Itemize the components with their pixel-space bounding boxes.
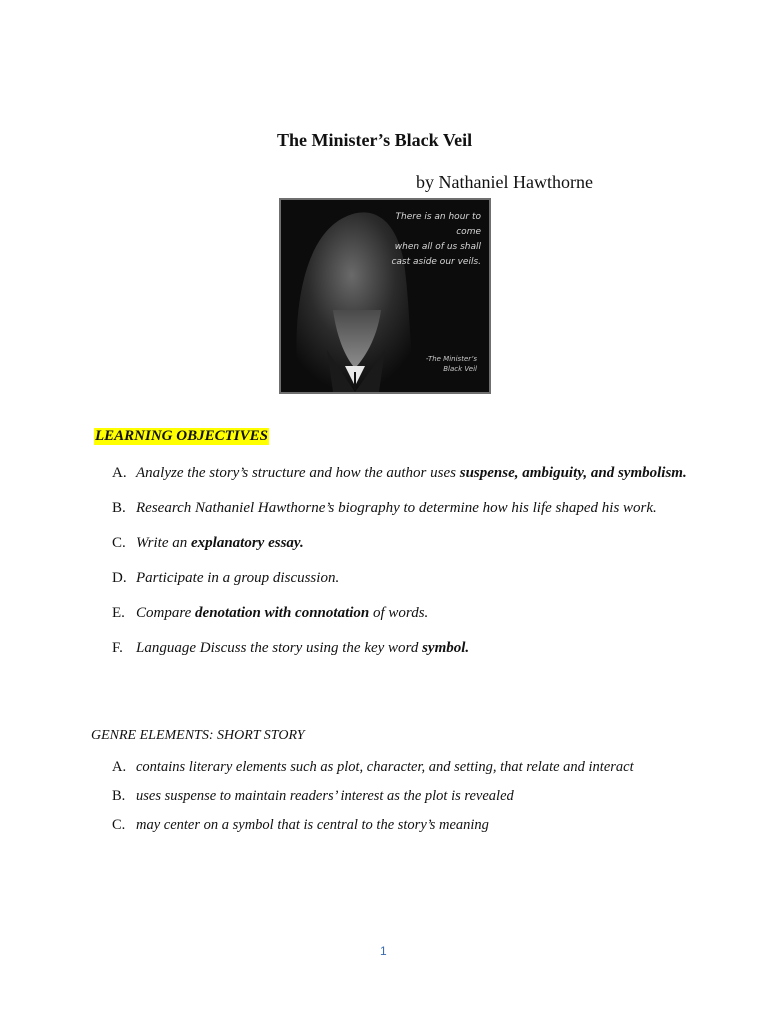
objective-bold-text: suspense, ambiguity, and symbolism. <box>459 465 687 481</box>
page-number: 1 <box>380 944 387 958</box>
genre-item <box>112 785 722 807</box>
genre-elements-list <box>112 756 722 843</box>
objective-text: Analyze the story’s structure and how the author uses <box>136 465 460 481</box>
objective-text: of words. <box>369 605 429 621</box>
document-title: The Minister’s Black Veil <box>277 130 473 150</box>
caption-line: -The Minister’s <box>425 355 477 363</box>
objective-item <box>112 462 722 484</box>
item-letter: A. <box>112 759 127 775</box>
veiled-minister-image <box>279 198 491 394</box>
objective-item <box>112 532 722 554</box>
objective-bold-text: symbol. <box>422 640 470 656</box>
image-caption <box>426 354 477 374</box>
item-letter: A. <box>112 465 127 481</box>
objective-text: Write an <box>136 535 191 551</box>
objective-text: Compare <box>136 605 196 621</box>
genre-text: contains literary elements such as plot, character, and setting, that relate and interact <box>136 759 634 775</box>
quote-line: cast aside our veils. <box>391 257 481 267</box>
learning-objectives-heading: LEARNING OBJECTIVES <box>95 428 268 444</box>
caption-line: Black Veil <box>443 365 477 373</box>
objective-item <box>112 567 722 589</box>
learning-objectives-list <box>112 462 722 672</box>
quote-line: when all of us shall <box>394 242 481 252</box>
quote-line: There is an hour to come <box>395 212 481 237</box>
item-letter: B. <box>112 788 126 804</box>
item-letter: E. <box>112 605 125 621</box>
genre-elements-heading: GENRE ELEMENTS: SHORT STORY <box>91 728 305 743</box>
genre-text: may center on a symbol that is central to the story’s meaning <box>136 817 489 833</box>
item-letter: D. <box>112 570 127 586</box>
image-quote <box>371 210 481 270</box>
objective-bold-text: explanatory essay. <box>191 535 304 551</box>
objective-text: Language Discuss the story using the key word <box>136 640 423 656</box>
item-letter: F. <box>112 640 123 656</box>
item-letter: B. <box>112 500 126 516</box>
objective-text: Participate in a group discussion. <box>136 570 340 586</box>
objective-bold-text: denotation with connotation <box>195 605 370 621</box>
item-letter: C. <box>112 817 126 833</box>
document-author: by Nathaniel Hawthorne <box>416 172 593 192</box>
genre-item <box>112 756 722 778</box>
item-letter: C. <box>112 535 126 551</box>
objective-item <box>112 637 722 659</box>
genre-item <box>112 814 722 836</box>
objective-item <box>112 602 722 624</box>
genre-text: uses suspense to maintain readers’ interest as the plot is revealed <box>136 788 514 804</box>
objective-item <box>112 497 722 519</box>
objective-text: Research Nathaniel Hawthorne’s biography to determine how his life shaped his work. <box>136 500 657 516</box>
